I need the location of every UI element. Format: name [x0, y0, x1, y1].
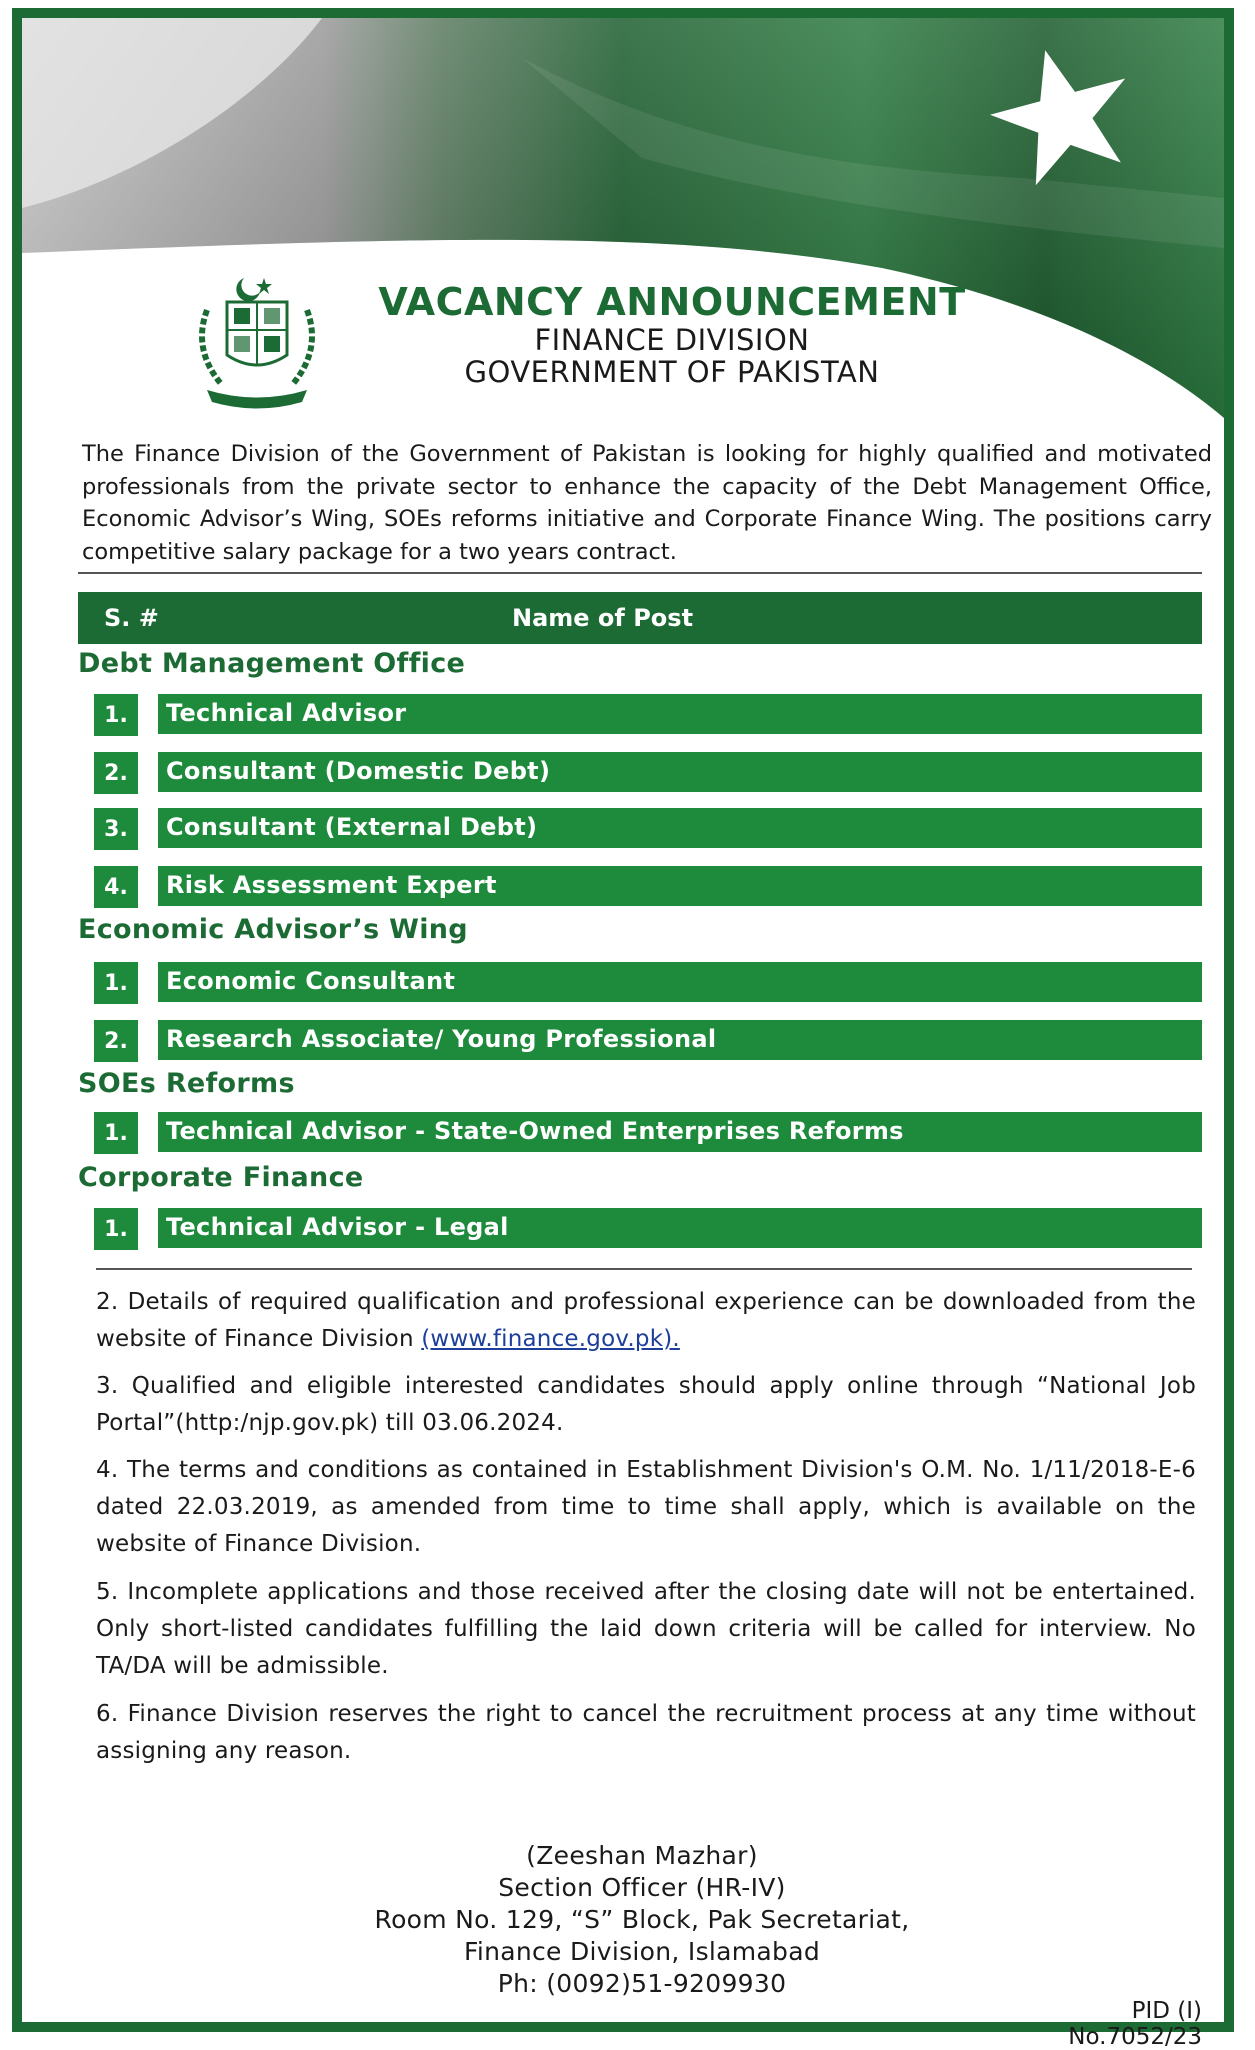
- section-title: Economic Advisor’s Wing: [78, 914, 468, 945]
- post-name-header: Name of Post: [512, 604, 694, 632]
- paragraph-3: 3. Qualified and eligible interested candidates should apply online through “National Job Portal”(http:/njp.gov.pk) till 03.06.2024.: [96, 1373, 1196, 1436]
- section-title: SOEs Reforms: [78, 1068, 295, 1099]
- state-emblem-icon: [182, 270, 332, 410]
- signatory-designation: Section Officer (HR-IV): [498, 1873, 786, 1902]
- announcement-title: VACANCY ANNOUNCEMENT: [378, 280, 966, 324]
- post-number: 1.: [94, 694, 138, 736]
- post-name: Economic Consultant: [158, 962, 1202, 1002]
- section-title: Debt Management Office: [78, 648, 466, 679]
- announcement-header: [322, 280, 1022, 388]
- post-name: Risk Assessment Expert: [158, 866, 1202, 906]
- division-name: FINANCE DIVISION: [534, 323, 810, 357]
- post-number: 1.: [94, 1112, 138, 1154]
- signature-block: [322, 1840, 962, 2000]
- signatory-phone: Ph: (0092)51-9209930: [497, 1969, 787, 1998]
- post-number: 4.: [94, 866, 138, 908]
- post-name: Consultant (Domestic Debt): [158, 752, 1202, 792]
- signatory-address: Room No. 129, “S” Block, Pak Secretariat,: [374, 1905, 910, 1934]
- paragraph-5: 5. Incomplete applications and those received after the closing date will not be entertained. Only short-listed candidates fulfilling the laid down criteria will be called for interview. No TA/DA will be admissible.: [96, 1579, 1196, 1679]
- paragraph-2: [96, 1284, 1196, 1358]
- post-number: 1.: [94, 962, 138, 1004]
- post-name: Technical Advisor - Legal: [158, 1208, 1202, 1248]
- finance-website-link[interactable]: (www.finance.gov.pk).: [421, 1326, 680, 1352]
- signatory-name: (Zeeshan Mazhar): [526, 1841, 758, 1870]
- paragraph-6: 6. Finance Division reserves the right to cancel the recruitment process at any time without assigning any reason.: [96, 1701, 1196, 1764]
- signatory-city: Finance Division, Islamabad: [463, 1937, 821, 1966]
- post-name: Research Associate/ Young Professional: [158, 1020, 1202, 1060]
- paragraph-2-text: 2. Details of required qualification and professional experience can be downloaded from the website of Finance Division: [96, 1289, 1196, 1352]
- intro-paragraph: The Finance Division of the Government of Pakistan is looking for highly qualified and motivated professionals from the private sector to enhance the capacity of the Debt Management Office, Economic Advisor’s Wing, SOEs reforms initiative and Corporate Finance Wing. The positions carry competitive salary package for a two years contract.: [82, 441, 1212, 565]
- paragraph-4: 4. The terms and conditions as contained in Establishment Division's O.M. No. 1/11/2018-E-6 dated 22.03.2019, as amended from time to time shall apply, which is available on the website of Finance Division.: [96, 1457, 1196, 1557]
- post-number: 3.: [94, 808, 138, 850]
- pid-number: PID (I) No.7052/23: [1068, 1998, 1202, 2050]
- post-name: Technical Advisor: [158, 694, 1202, 734]
- divider: [78, 572, 1202, 574]
- post-name: Technical Advisor - State-Owned Enterprises Reforms: [158, 1112, 1202, 1152]
- post-name: Consultant (External Debt): [158, 808, 1202, 848]
- post-number: 2.: [94, 1020, 138, 1062]
- section-title: Corporate Finance: [78, 1162, 364, 1193]
- post-number: 1.: [94, 1208, 138, 1250]
- page-frame: [12, 8, 1234, 2050]
- government-name: GOVERNMENT OF PAKISTAN: [464, 355, 880, 389]
- serial-header: S. #: [104, 604, 159, 632]
- post-number: 2.: [94, 752, 138, 794]
- divider: [96, 1268, 1192, 1270]
- table-header: [78, 592, 1202, 644]
